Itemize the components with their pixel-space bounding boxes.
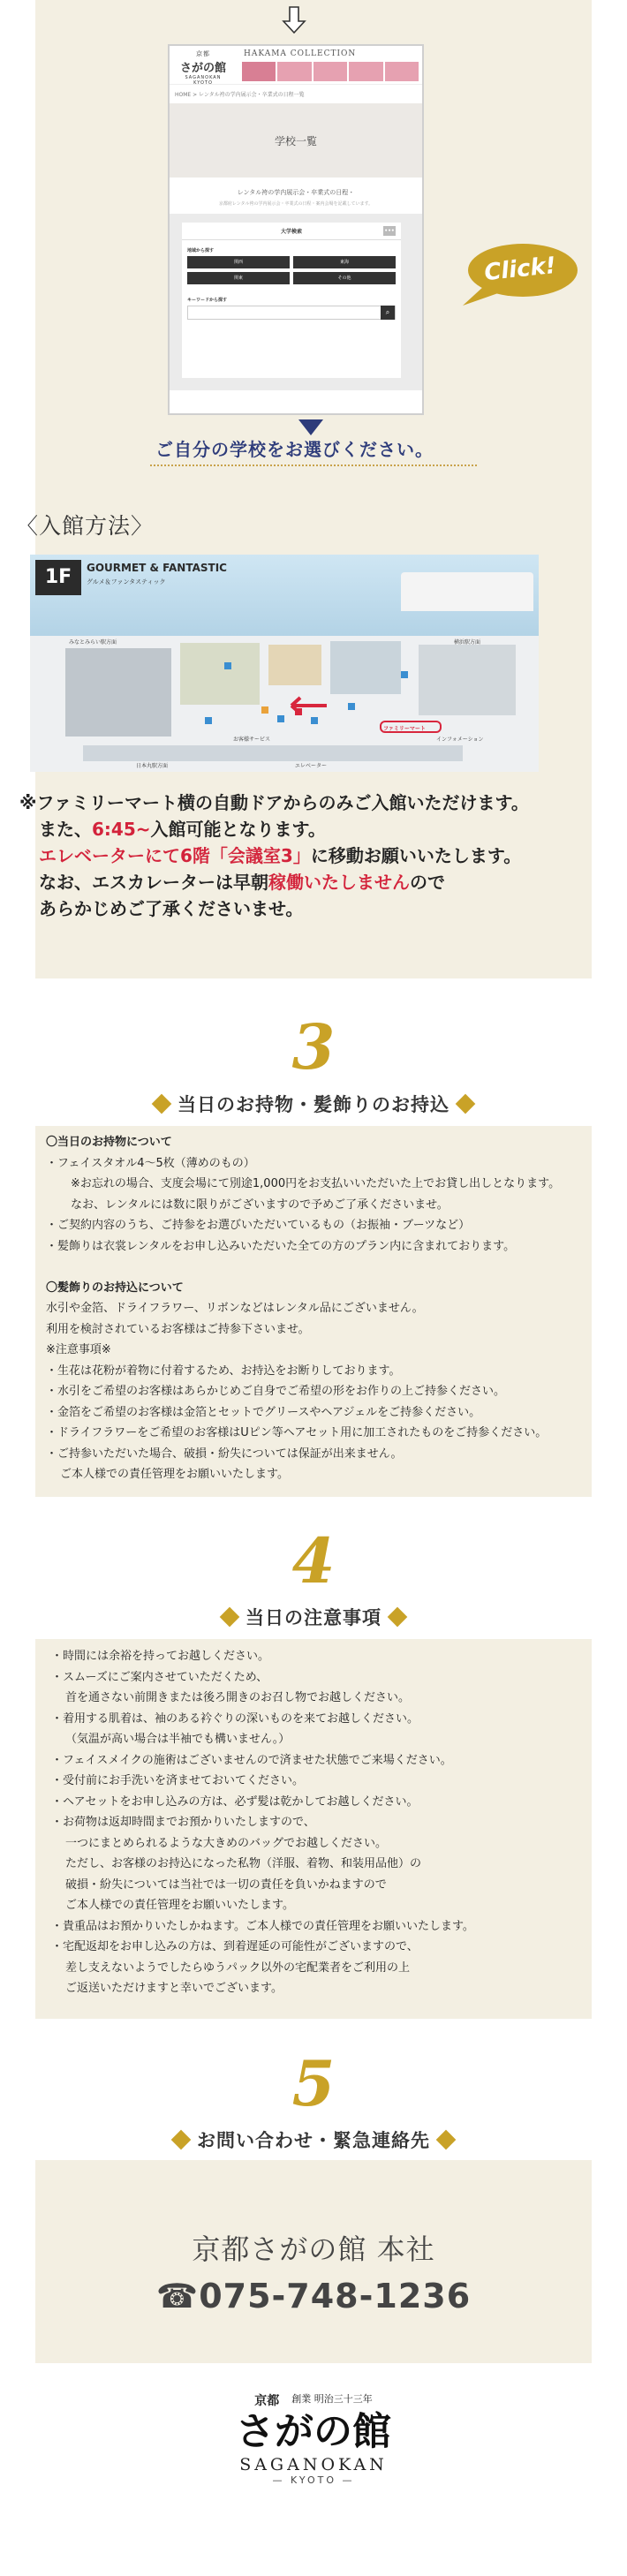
footer-logo[interactable]: 京都 創業 明治三十三年 さがの館 SAGANOKAN — KYOTO — (236, 2393, 391, 2486)
text-line: ・生花は花粉が着物に付着するため、お持込をお断りしております。 (46, 1364, 401, 1378)
text-line: ・スムーズにご案内させていただくため、 (51, 1670, 268, 1684)
text-line: ・金箔をご希望のお客様は金箔とセットでグリースやヘアジェルをご持参ください。 (46, 1405, 481, 1419)
map-title: GOURMET & FANTASTIC (87, 562, 227, 574)
text-line: ・ドライフラワーをご希望のお客様はUピン等ヘアセット用に加工されたものをご持参ください。 (46, 1426, 548, 1439)
shop-marker (205, 717, 212, 724)
note-line-5: あらかじめご了承くださいませ。 (39, 898, 304, 919)
shop-marker (224, 662, 231, 669)
breadcrumb[interactable]: HOME > レンタル袴の学内展示会・卒業式の日程一覧 (175, 92, 305, 98)
text-line: ご本人様での責任管理をお願いいたします。 (65, 1899, 294, 1912)
diamond-icon (152, 1094, 172, 1114)
text-line: ・着用する肌着は、袖のある衿ぐりの深いものを来てお越しください。 (51, 1711, 419, 1726)
company-name: 京都さがの館 本社 (192, 2232, 435, 2266)
region-button-kanto[interactable]: 関東 (187, 272, 290, 284)
text-line: ※注意事項※ (46, 1343, 111, 1356)
search-icon[interactable]: ⌕ (381, 306, 395, 320)
map-block-east (330, 641, 401, 694)
diamond-icon (436, 2130, 457, 2150)
text-line: ・フェイスタオル4～5枚（薄めのもの） (46, 1156, 255, 1170)
text-line: ・貴重品はお預かりいたしかねます。ご本人様での責任管理をお願いいたします。 (51, 1919, 474, 1933)
text-line: ご本人様での責任管理をお願いいたします。 (60, 1468, 289, 1481)
text-line: ・水引をご希望のお客様はあらかじめご自身でご希望の形をお作りの上ご持参ください。 (46, 1385, 506, 1398)
text-line: ・お荷物は返却時間までお預かりいたしますので、 (51, 1816, 315, 1829)
text-line: ・宅配返却をお申し込みの方は、到着遅延の可能性がございますので、 (51, 1940, 419, 1953)
click-bubble: Click! (459, 240, 578, 309)
page-subdescription: 京都府レンタル袴の学内展示会・卒業式の日程・案内会場を記載しています。 (218, 201, 374, 207)
keyword-label: キーワードから探す (187, 298, 228, 303)
diamond-icon (388, 1607, 408, 1628)
section-heading-3: 当日のお持物・髪飾りのお持込 (115, 1089, 512, 1119)
belongings-text (46, 1132, 560, 1485)
note-line-4: なお、エスカレーターは早朝稼働いたしませんので (39, 872, 445, 893)
text-line: 水引や金箔、ドライフラワー、リボンなどはレンタル品にございません。 (46, 1302, 424, 1315)
text-line: 利用を検討されているお客様はご持参下さいませ。 (46, 1322, 310, 1336)
page-title: 学校一覧 (170, 103, 422, 178)
diamond-icon (220, 1607, 240, 1628)
entry-notes (19, 789, 540, 922)
region-button-kansai[interactable]: 関西 (187, 256, 290, 268)
collection-title: HAKAMA COLLECTION (244, 49, 357, 58)
note-line-1: ※ファミリーマート横の自動ドアからのみご入館いただけます。 (19, 792, 529, 813)
card-title: 大学検索 ••• (182, 223, 401, 240)
text-line: 首を通さない前開きまたは後ろ開きのお召し物でお越しください。 (65, 1691, 411, 1704)
text-line: ・ヘアセットをお申し込みの方は、必ず髪は乾かしてお越しください。 (51, 1794, 419, 1809)
text-line: 〇髪飾りのお持込について (46, 1280, 184, 1295)
section-number-5: 5 (291, 2047, 336, 2120)
phone-header (170, 46, 422, 85)
down-arrow-icon (281, 5, 307, 35)
choose-school-text: ご自分の学校をお選びください。 (155, 439, 434, 460)
phone-number[interactable]: ☎075-748-1236 (155, 2277, 472, 2315)
text-line: ※お忘れの場合、支度会場にて別途1,000円をお支払いいただいた上でお貸し出しとなります。 (71, 1177, 561, 1190)
phone-logo[interactable]: 京都 さがの館 SAGANOKAN KYOTO (179, 50, 226, 86)
page-description: レンタル袴の学内展示会・卒業式の日程・ (237, 189, 355, 196)
text-line: 差し支えないようでしたらゆうパック以外の宅配業者をご利用の上 (65, 1960, 411, 1975)
phone-nav-menu[interactable] (242, 62, 419, 81)
floor-badge: 1F (35, 560, 81, 595)
diamond-icon (456, 1094, 476, 1114)
text-line: なお、レンタルには数に限りがございますので予めご了承くださいませ。 (71, 1197, 449, 1212)
menu-icon[interactable]: ••• (384, 228, 395, 234)
nav-item-5[interactable] (385, 62, 419, 81)
section-number-4: 4 (291, 1524, 336, 1598)
text-line: ・受付前にお手洗いを済ませておいてください。 (51, 1774, 305, 1787)
diamond-icon (171, 2130, 192, 2150)
text-line: 一つにまとめられるような大きめのバッグでお越しください。 (65, 1836, 388, 1850)
section-heading-5: お問い合わせ・緊急連絡先 (115, 2125, 512, 2155)
note-line-2: また、6:45~入館可能となります。 (39, 819, 326, 840)
map-block-food (268, 645, 321, 685)
map-floor-plan: みなとみらい駅方面 横浜駅方面 日本丸駅方面 ファミリーマート エレベーター お客様サービス インフォメーション (30, 636, 539, 772)
text-line: （気温が高い場合は半袖でも構いません。） (65, 1733, 291, 1746)
text-line: 〇当日のお持物について (46, 1136, 172, 1149)
text-line: 破損・紛失については当社では一切の責任を負いかねますので (65, 1877, 387, 1892)
university-search-card (182, 223, 401, 378)
nav-item-1[interactable] (242, 62, 276, 81)
floor-map (30, 555, 539, 772)
nav-item-4[interactable] (349, 62, 382, 81)
entrance-highlight (380, 721, 442, 733)
shop-marker (348, 703, 355, 710)
region-button-tokai[interactable]: 東海 (293, 256, 396, 268)
text-line: ・ご持参いただいた場合、破損・紛失については保証が出来ません。 (46, 1447, 403, 1461)
map-block-hall (65, 648, 171, 737)
text-line: ただし、お客様のお持込になった私物（洋服、着物、和装用品他）の (65, 1857, 422, 1870)
shop-marker (401, 671, 408, 678)
text-line: ご返送いただけますと幸いでございます。 (65, 1982, 283, 1995)
region-buttons (182, 256, 401, 284)
map-corridor (83, 745, 463, 761)
text-line (46, 1257, 560, 1278)
section-number-3: 3 (291, 1010, 336, 1084)
nav-item-3[interactable] (314, 62, 347, 81)
map-subtitle: グルメ＆ファンタスティック (87, 578, 166, 585)
region-button-other[interactable]: その他 (293, 272, 396, 284)
section-heading-4: 当日の注意事項 (115, 1602, 512, 1632)
map-block-center (180, 643, 260, 705)
phone-mockup (168, 44, 424, 415)
search-area (170, 214, 422, 390)
nav-item-2[interactable] (277, 62, 311, 81)
shop-marker (261, 706, 268, 714)
text-line: ・時間には余裕を持ってお越しください。 (51, 1650, 270, 1663)
text-line: ・髪飾りは衣裳レンタルをお申し込みいただいた全ての方のプラン内に含まれております。 (46, 1239, 516, 1253)
triangle-down-icon (298, 419, 323, 435)
region-label: 地域から探す (187, 248, 215, 253)
ship-illustration (401, 572, 533, 611)
direction-arrow-icon (276, 694, 329, 717)
shop-marker (311, 717, 318, 724)
text-line: ・フェイスメイクの施術はございませんので済ませた状態でご来場ください。 (51, 1753, 452, 1767)
text-line: ・ご契約内容のうち、ご持参をお選びいただいているもの（お振袖・ブーツなど） (46, 1219, 471, 1232)
precautions-text (51, 1646, 474, 1999)
entry-method-title: 〈入館方法〉 (16, 513, 155, 539)
dotted-underline (150, 463, 477, 466)
map-block-right (419, 645, 516, 715)
note-line-3: エレベーターにて6階「会議室3」に移動お願いいたします。 (39, 845, 522, 866)
keyword-search-input[interactable] (187, 306, 396, 320)
